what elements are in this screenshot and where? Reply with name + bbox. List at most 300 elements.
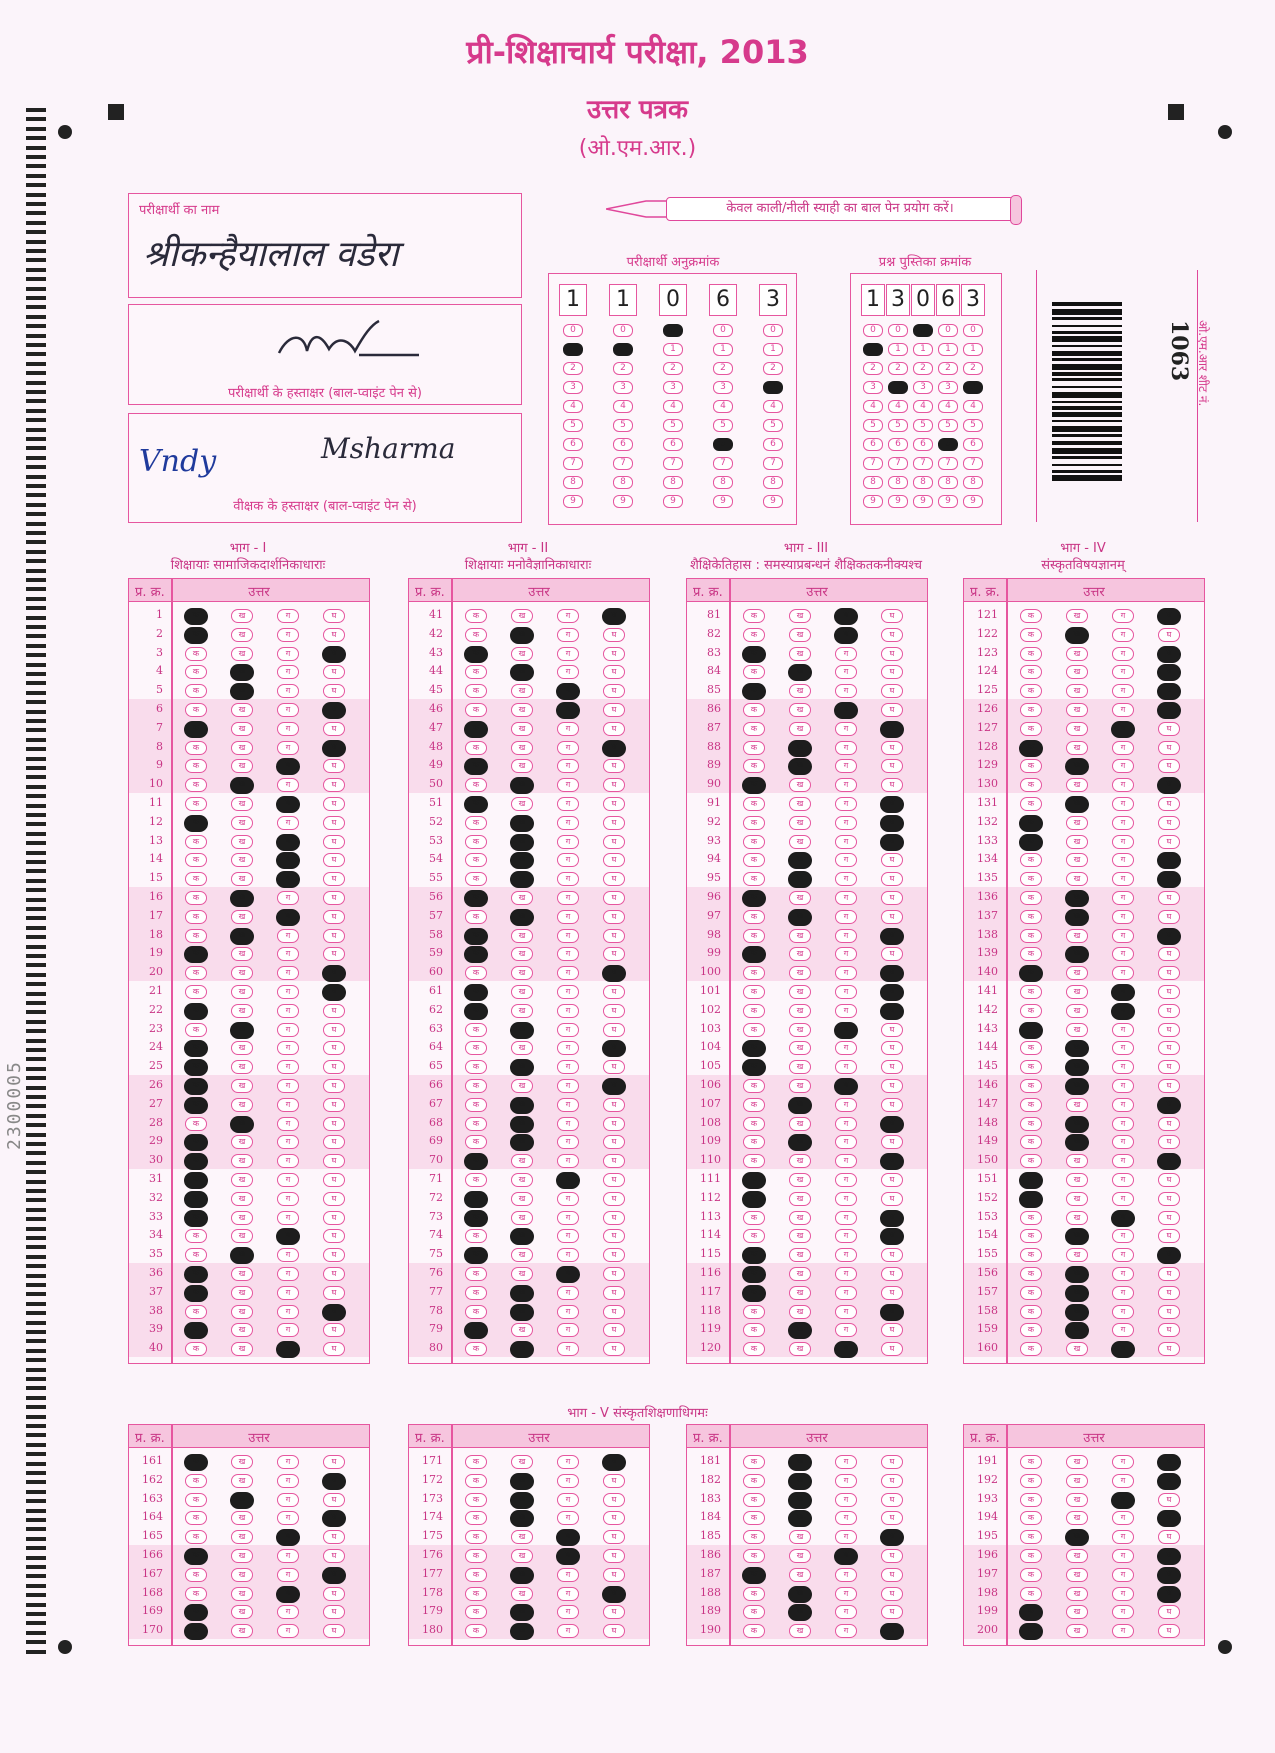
answer-bubble[interactable]: ग [1112,1549,1134,1563]
answer-bubble[interactable]: ख [511,797,533,811]
answer-bubble[interactable]: घ [880,1003,904,1020]
answer-bubble[interactable]: घ [881,741,903,755]
answer-bubble[interactable]: ख [788,1586,812,1603]
answer-bubble[interactable]: क [1020,722,1042,736]
answer-bubble[interactable]: क [1020,759,1042,773]
digit-bubble[interactable]: 3 [763,381,783,394]
answer-bubble[interactable]: ग [556,1548,580,1565]
answer-bubble[interactable]: ग [557,759,579,773]
answer-bubble[interactable]: ग [557,985,579,999]
answer-bubble[interactable]: क [465,1624,487,1638]
answer-bubble[interactable]: घ [880,834,904,851]
answer-bubble[interactable]: ग [1112,628,1134,642]
answer-bubble[interactable]: क [465,1098,487,1112]
answer-bubble[interactable]: क [464,1153,488,1170]
answer-bubble[interactable]: ग [1112,1117,1134,1131]
answer-bubble[interactable]: घ [1158,1041,1180,1055]
answer-bubble[interactable]: क [1020,1587,1042,1601]
answer-bubble[interactable]: ग [557,1098,579,1112]
answer-bubble[interactable]: ख [1066,1624,1088,1638]
answer-bubble[interactable]: घ [603,628,625,642]
answer-bubble[interactable]: ख [1066,872,1088,886]
answer-bubble[interactable]: ख [1065,1304,1089,1321]
answer-bubble[interactable]: क [742,1172,766,1189]
answer-bubble[interactable]: ग [835,891,857,905]
answer-bubble[interactable]: ग [1112,1135,1134,1149]
answer-bubble[interactable]: ग [277,1248,299,1262]
answer-bubble[interactable]: घ [1158,759,1180,773]
answer-bubble[interactable]: क [1020,628,1042,642]
answer-bubble[interactable]: ग [557,1192,579,1206]
answer-bubble[interactable]: ख [510,852,534,869]
answer-bubble[interactable]: घ [323,872,345,886]
answer-bubble[interactable]: ख [231,1530,253,1544]
answer-bubble[interactable]: क [185,1117,207,1131]
answer-bubble[interactable]: क [1020,1474,1042,1488]
answer-bubble[interactable]: घ [603,1474,625,1488]
digit-bubble[interactable]: 0 [863,324,883,337]
answer-bubble[interactable]: घ [881,703,903,717]
answer-bubble[interactable]: ख [788,1492,812,1509]
answer-bubble[interactable]: ग [276,1529,300,1546]
answer-bubble[interactable]: ग [557,947,579,961]
answer-bubble[interactable]: घ [1157,1097,1181,1114]
answer-bubble[interactable]: ग [277,647,299,661]
answer-bubble[interactable]: क [743,1098,765,1112]
answer-bubble[interactable]: ख [511,1154,533,1168]
answer-bubble[interactable]: ग [835,1624,857,1638]
answer-bubble[interactable]: घ [603,1342,625,1356]
answer-bubble[interactable]: घ [1158,1267,1180,1281]
digit-bubble[interactable]: 8 [938,476,958,489]
answer-bubble[interactable]: ग [1112,1248,1134,1262]
answer-bubble[interactable]: ग [277,722,299,736]
digit-bubble[interactable]: 6 [863,438,883,451]
answer-bubble[interactable]: घ [1157,1247,1181,1264]
answer-bubble[interactable]: क [465,741,487,755]
answer-bubble[interactable]: क [185,778,207,792]
answer-bubble[interactable]: घ [322,1304,346,1321]
answer-bubble[interactable]: ग [277,1117,299,1131]
answer-bubble[interactable]: ग [1112,1455,1134,1469]
answer-bubble[interactable]: क [185,835,207,849]
digit-bubble[interactable]: 2 [563,362,583,375]
answer-bubble[interactable]: क [1020,1323,1042,1337]
answer-bubble[interactable]: क [185,929,207,943]
answer-bubble[interactable]: ख [510,1623,534,1640]
digit-bubble[interactable]: 7 [563,457,583,470]
digit-bubble[interactable]: 9 [888,495,908,508]
answer-bubble[interactable]: क [465,1474,487,1488]
digit-bubble[interactable]: 0 [713,324,733,337]
answer-bubble[interactable]: ग [834,1341,858,1358]
digit-bubble[interactable]: 1 [613,343,633,356]
answer-bubble[interactable]: घ [603,665,625,679]
answer-bubble[interactable]: क [742,1247,766,1264]
answer-bubble[interactable]: क [743,910,765,924]
answer-bubble[interactable]: ख [511,1587,533,1601]
answer-bubble[interactable]: क [1020,647,1042,661]
answer-bubble[interactable]: ग [1112,1286,1134,1300]
answer-bubble[interactable]: क [743,835,765,849]
answer-bubble[interactable]: घ [323,1455,345,1469]
answer-bubble[interactable]: क [743,1530,765,1544]
answer-bubble[interactable]: क [1020,1079,1042,1093]
answer-bubble[interactable]: घ [881,1568,903,1582]
digit-bubble[interactable]: 9 [963,495,983,508]
answer-bubble[interactable]: घ [881,609,903,623]
answer-bubble[interactable]: घ [603,816,625,830]
answer-bubble[interactable]: ग [277,1605,299,1619]
answer-bubble[interactable]: घ [603,1229,625,1243]
answer-bubble[interactable]: ख [1065,1116,1089,1133]
answer-bubble[interactable]: घ [880,815,904,832]
answer-bubble[interactable]: ख [231,647,253,661]
answer-bubble[interactable]: ग [277,1455,299,1469]
answer-bubble[interactable]: ख [231,1098,253,1112]
answer-bubble[interactable]: क [465,1173,487,1187]
answer-bubble[interactable]: ग [557,1305,579,1319]
answer-bubble[interactable]: घ [1158,835,1180,849]
digit-bubble[interactable]: 1 [963,343,983,356]
answer-bubble[interactable]: घ [323,759,345,773]
answer-bubble[interactable]: ग [1112,1154,1134,1168]
digit-bubble[interactable]: 5 [963,419,983,432]
answer-bubble[interactable]: घ [323,1549,345,1563]
answer-bubble[interactable]: ग [1112,759,1134,773]
answer-bubble[interactable]: ख [231,797,253,811]
answer-bubble[interactable]: ख [1066,1023,1088,1037]
answer-bubble[interactable]: क [742,1191,766,1208]
answer-bubble[interactable]: ग [557,1023,579,1037]
answer-bubble[interactable]: ग [835,665,857,679]
answer-bubble[interactable]: ख [1066,609,1088,623]
answer-bubble[interactable]: ग [1112,910,1134,924]
answer-bubble[interactable]: क [464,758,488,775]
answer-bubble[interactable]: ग [835,816,857,830]
answer-bubble[interactable]: ख [511,1041,533,1055]
digit-bubble[interactable]: 3 [663,381,683,394]
answer-bubble[interactable]: ख [231,1286,253,1300]
answer-bubble[interactable]: ग [1112,1079,1134,1093]
answer-bubble[interactable]: घ [603,1323,625,1337]
answer-bubble[interactable]: क [465,872,487,886]
answer-bubble[interactable]: ख [1066,1587,1088,1601]
answer-bubble[interactable]: घ [323,1004,345,1018]
answer-bubble[interactable]: ग [1112,947,1134,961]
answer-bubble[interactable]: घ [603,1117,625,1131]
answer-bubble[interactable]: क [1019,1604,1043,1621]
answer-bubble[interactable]: ख [789,647,811,661]
answer-bubble[interactable]: ग [277,1267,299,1281]
answer-bubble[interactable]: क [464,890,488,907]
answer-bubble[interactable]: ख [788,740,812,757]
answer-bubble[interactable]: घ [323,1041,345,1055]
answer-bubble[interactable]: घ [1158,1135,1180,1149]
digit-bubble[interactable]: 3 [913,381,933,394]
answer-bubble[interactable]: ख [511,722,533,736]
answer-bubble[interactable]: ख [789,929,811,943]
answer-bubble[interactable]: क [185,853,207,867]
answer-bubble[interactable]: ग [834,627,858,644]
answer-bubble[interactable]: घ [881,647,903,661]
answer-bubble[interactable]: घ [603,1023,625,1037]
answer-bubble[interactable]: क [185,966,207,980]
answer-bubble[interactable]: ख [231,628,253,642]
answer-bubble[interactable]: ग [835,1455,857,1469]
answer-bubble[interactable]: ग [1111,1003,1135,1020]
answer-bubble[interactable]: क [185,797,207,811]
answer-bubble[interactable]: ग [835,1474,857,1488]
digit-bubble[interactable]: 6 [563,438,583,451]
answer-bubble[interactable]: क [743,1493,765,1507]
answer-bubble[interactable]: ख [231,985,253,999]
answer-bubble[interactable]: घ [1157,683,1181,700]
answer-bubble[interactable]: ग [1112,1041,1134,1055]
answer-bubble[interactable]: ख [510,1116,534,1133]
answer-bubble[interactable]: घ [323,1211,345,1225]
answer-bubble[interactable]: ख [231,816,253,830]
digit-bubble[interactable]: 9 [938,495,958,508]
answer-bubble[interactable]: ग [835,1530,857,1544]
answer-bubble[interactable]: क [743,1004,765,1018]
answer-bubble[interactable]: ख [231,722,253,736]
answer-bubble[interactable]: ग [835,722,857,736]
answer-bubble[interactable]: क [1020,1267,1042,1281]
answer-bubble[interactable]: क [743,985,765,999]
answer-bubble[interactable]: घ [1158,891,1180,905]
answer-bubble[interactable]: घ [880,1623,904,1640]
digit-bubble[interactable]: 8 [563,476,583,489]
answer-bubble[interactable]: ख [1065,796,1089,813]
answer-bubble[interactable]: क [743,1624,765,1638]
answer-bubble[interactable]: ख [789,1079,811,1093]
answer-bubble[interactable]: क [465,703,487,717]
answer-bubble[interactable]: घ [1158,1211,1180,1225]
answer-bubble[interactable]: ख [1065,1059,1089,1076]
answer-bubble[interactable]: घ [603,797,625,811]
answer-bubble[interactable]: ग [1112,929,1134,943]
answer-bubble[interactable]: ख [231,1154,253,1168]
answer-bubble[interactable]: ग [276,758,300,775]
answer-bubble[interactable]: क [185,1587,207,1601]
digit-bubble[interactable]: 2 [913,362,933,375]
answer-bubble[interactable]: ग [557,1286,579,1300]
answer-bubble[interactable]: ग [834,702,858,719]
answer-bubble[interactable]: ग [277,1305,299,1319]
answer-bubble[interactable]: ख [511,1530,533,1544]
answer-bubble[interactable]: क [1019,834,1043,851]
answer-bubble[interactable]: घ [323,1135,345,1149]
answer-bubble[interactable]: ख [789,797,811,811]
digit-bubble[interactable]: 1 [863,343,883,356]
answer-bubble[interactable]: घ [603,1004,625,1018]
answer-bubble[interactable]: ग [835,1041,857,1055]
answer-bubble[interactable]: घ [880,1116,904,1133]
answer-bubble[interactable]: घ [1158,1530,1180,1544]
answer-bubble[interactable]: घ [323,797,345,811]
answer-bubble[interactable]: घ [323,1098,345,1112]
answer-bubble[interactable]: ख [511,929,533,943]
answer-bubble[interactable]: क [743,816,765,830]
answer-bubble[interactable]: घ [603,910,625,924]
answer-bubble[interactable]: ख [510,1473,534,1490]
digit-bubble[interactable]: 8 [963,476,983,489]
answer-bubble[interactable]: ख [511,966,533,980]
digit-bubble[interactable]: 6 [888,438,908,451]
answer-bubble[interactable]: घ [1158,1229,1180,1243]
answer-bubble[interactable]: क [1020,1549,1042,1563]
answer-bubble[interactable]: ख [231,1455,253,1469]
answer-bubble[interactable]: ग [835,1135,857,1149]
answer-bubble[interactable]: ख [511,1211,533,1225]
answer-bubble[interactable]: घ [880,1304,904,1321]
answer-bubble[interactable]: क [464,1210,488,1227]
answer-bubble[interactable]: क [184,1548,208,1565]
answer-bubble[interactable]: ग [1112,741,1134,755]
answer-bubble[interactable]: घ [602,740,626,757]
digit-bubble[interactable]: 8 [888,476,908,489]
answer-bubble[interactable]: ख [510,664,534,681]
answer-bubble[interactable]: क [185,759,207,773]
answer-bubble[interactable]: घ [322,646,346,663]
answer-bubble[interactable]: क [465,1568,487,1582]
answer-bubble[interactable]: क [1019,1191,1043,1208]
answer-bubble[interactable]: क [185,703,207,717]
answer-bubble[interactable]: ख [231,703,253,717]
answer-bubble[interactable]: ख [511,1455,533,1469]
answer-bubble[interactable]: ग [277,609,299,623]
answer-bubble[interactable]: ग [557,1511,579,1525]
answer-bubble[interactable]: ख [789,1305,811,1319]
digit-bubble[interactable]: 1 [663,343,683,356]
answer-bubble[interactable]: ग [277,703,299,717]
answer-bubble[interactable]: ख [511,985,533,999]
answer-bubble[interactable]: क [1020,1511,1042,1525]
answer-bubble[interactable]: क [743,1342,765,1356]
answer-bubble[interactable]: घ [323,1192,345,1206]
answer-bubble[interactable]: ख [511,1173,533,1187]
answer-bubble[interactable]: ख [789,778,811,792]
answer-bubble[interactable]: घ [323,1323,345,1337]
digit-bubble[interactable]: 9 [763,495,783,508]
answer-bubble[interactable]: क [465,1305,487,1319]
answer-bubble[interactable]: ख [1065,909,1089,926]
answer-bubble[interactable]: ख [510,909,534,926]
answer-bubble[interactable]: ग [277,1474,299,1488]
answer-bubble[interactable]: घ [603,1135,625,1149]
answer-bubble[interactable]: क [742,1040,766,1057]
answer-bubble[interactable]: घ [881,1474,903,1488]
answer-bubble[interactable]: क [743,1587,765,1601]
answer-bubble[interactable]: ख [510,1059,534,1076]
answer-bubble[interactable]: ग [835,778,857,792]
answer-bubble[interactable]: क [465,910,487,924]
answer-bubble[interactable]: घ [880,965,904,982]
digit-bubble[interactable]: 3 [963,381,983,394]
answer-bubble[interactable]: घ [323,1079,345,1093]
answer-bubble[interactable]: ख [510,1604,534,1621]
answer-bubble[interactable]: ग [557,1135,579,1149]
answer-bubble[interactable]: ख [510,1492,534,1509]
answer-bubble[interactable]: क [184,721,208,738]
answer-bubble[interactable]: ख [231,947,253,961]
answer-bubble[interactable]: क [1020,1135,1042,1149]
digit-bubble[interactable]: 8 [913,476,933,489]
answer-bubble[interactable]: ख [1066,778,1088,792]
answer-bubble[interactable]: क [1020,609,1042,623]
answer-bubble[interactable]: क [742,946,766,963]
answer-bubble[interactable]: ख [231,1211,253,1225]
answer-bubble[interactable]: क [465,1023,487,1037]
answer-bubble[interactable]: ख [789,1023,811,1037]
answer-bubble[interactable]: क [465,1229,487,1243]
answer-bubble[interactable]: ग [557,1004,579,1018]
answer-bubble[interactable]: ख [1066,835,1088,849]
answer-bubble[interactable]: घ [1157,1153,1181,1170]
answer-bubble[interactable]: घ [602,1454,626,1471]
answer-bubble[interactable]: क [1020,929,1042,943]
answer-bubble[interactable]: ग [1111,1341,1135,1358]
answer-bubble[interactable]: क [1019,1623,1043,1640]
answer-bubble[interactable]: ग [277,665,299,679]
answer-bubble[interactable]: घ [323,1493,345,1507]
answer-bubble[interactable]: ख [1066,929,1088,943]
answer-bubble[interactable]: ख [1065,758,1089,775]
digit-bubble[interactable]: 9 [863,495,883,508]
answer-bubble[interactable]: ग [556,1266,580,1283]
answer-bubble[interactable]: घ [323,1248,345,1262]
digit-bubble[interactable]: 7 [713,457,733,470]
answer-bubble[interactable]: क [464,984,488,1001]
digit-bubble[interactable]: 0 [913,324,933,337]
answer-bubble[interactable]: घ [1158,985,1180,999]
digit-bubble[interactable]: 6 [663,438,683,451]
answer-bubble[interactable]: ख [789,684,811,698]
answer-bubble[interactable]: ग [1112,1474,1134,1488]
answer-bubble[interactable]: क [465,835,487,849]
answer-bubble[interactable]: ख [510,1510,534,1527]
answer-bubble[interactable]: क [465,1455,487,1469]
answer-bubble[interactable]: क [465,1549,487,1563]
answer-bubble[interactable]: घ [1157,646,1181,663]
answer-bubble[interactable]: क [1020,1117,1042,1131]
answer-bubble[interactable]: ग [835,1267,857,1281]
answer-bubble[interactable]: ख [789,947,811,961]
answer-bubble[interactable]: घ [881,1098,903,1112]
answer-bubble[interactable]: क [743,628,765,642]
digit-bubble[interactable]: 1 [763,343,783,356]
answer-bubble[interactable]: ख [789,1530,811,1544]
answer-bubble[interactable]: ख [511,609,533,623]
answer-bubble[interactable]: ख [1066,966,1088,980]
answer-bubble[interactable]: ख [231,966,253,980]
answer-bubble[interactable]: घ [881,1060,903,1074]
answer-bubble[interactable]: क [1020,1530,1042,1544]
answer-bubble[interactable]: घ [603,1624,625,1638]
answer-bubble[interactable]: क [1020,1455,1042,1469]
answer-bubble[interactable]: ग [557,1568,579,1582]
answer-bubble[interactable]: ग [835,759,857,773]
answer-bubble[interactable]: क [1020,985,1042,999]
answer-bubble[interactable]: घ [881,1511,903,1525]
digit-bubble[interactable]: 4 [663,400,683,413]
answer-bubble[interactable]: ख [789,891,811,905]
answer-bubble[interactable]: ख [788,1604,812,1621]
digit-bubble[interactable]: 8 [613,476,633,489]
answer-bubble[interactable]: क [743,703,765,717]
answer-bubble[interactable]: ग [835,1248,857,1262]
